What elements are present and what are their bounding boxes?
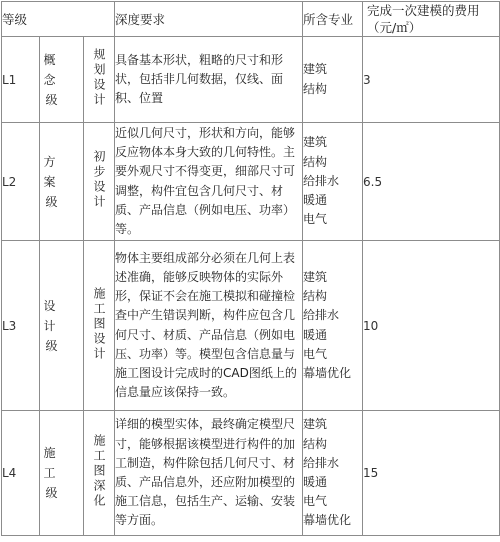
design-stage [84,123,115,241]
major-item: 暖通 [303,193,328,208]
depth-requirement: 近似几何尺寸，形状和方向，能够反应物体本身大致的几何特性。主要外观尺寸不得变更，细部尺寸可调整，构件宜包含几何尺寸、材质、产品信息（例如电压、功率）等。 [115,123,303,241]
major-item: 结构 [303,81,328,96]
design-stage-text: 初步设计 [92,150,106,210]
category-word: 设计 [43,298,65,333]
modeling-cost: 10 [363,241,500,411]
major-item: 电气 [303,346,328,361]
header-major: 所含专业 [303,2,363,37]
level-category [40,411,84,536]
level-code: L1 [2,37,40,123]
lod-table [1,1,500,536]
major-list [303,241,363,411]
depth-requirement: 物体主要组成部分必须在几何上表述准确，能够反映物体的实际外形，保证不会在施工模拟和碰撞检查中产生错误判断，构件应包含几何尺寸、材质、产品信息（例如电压、功率）等。模型包含信息量与施工图设计完成时的CAD图纸上的信息量应该保持一致。 [115,241,303,411]
table-row [2,241,500,411]
modeling-cost: 6.5 [363,123,500,241]
major-item: 电气 [303,212,328,227]
major-item: 建筑 [303,269,328,284]
category-word: 方案 [43,154,65,189]
major-item: 暖通 [303,327,328,342]
major-list [303,123,363,241]
major-item: 建筑 [303,417,328,432]
major-item: 建筑 [303,62,328,77]
major-item: 结构 [303,154,328,169]
major-list [303,411,363,536]
major-item: 给排水 [303,308,340,323]
major-item: 结构 [303,436,328,451]
table-row [2,411,500,536]
category-suffix: 级 [45,194,58,209]
modeling-cost: 15 [363,411,500,536]
level-code: L2 [2,123,40,241]
category-suffix: 级 [45,338,58,353]
category-suffix: 级 [45,486,58,500]
major-item: 电气 [303,494,328,509]
header-row [2,2,500,37]
major-item: 暖通 [303,475,328,489]
category-word: 概念 [43,52,65,87]
header-requirement: 深度要求 [115,2,303,37]
major-item: 给排水 [303,455,340,470]
depth-requirement: 详细的模型实体，最终确定模型尺寸，能够根据该模型进行构件的加工制造，构件除包括几何尺寸、材质、产品信息外，还应附加模型的施工信息，包括生产、运输、安装等方面。 [115,411,303,536]
major-item: 建筑 [303,135,328,150]
design-stage-text: 施工图设计 [92,286,106,362]
table-row [2,123,500,241]
design-stage [84,241,115,411]
design-stage [84,37,115,123]
category-word: 施工 [43,446,65,480]
design-stage-text: 施工图深化 [92,434,106,509]
design-stage-text: 规划设计 [92,48,106,108]
category-suffix: 级 [45,92,58,107]
level-code: L3 [2,241,40,411]
major-item: 幕墙优化 [303,513,352,528]
header-level: 等级 [2,2,115,37]
design-stage [84,411,115,536]
modeling-cost: 3 [363,37,500,123]
header-cost: 完成一次建模的费用（元/㎡） [363,2,500,37]
major-item: 给排水 [303,173,340,188]
major-item: 结构 [303,289,328,304]
table-row [2,37,500,123]
level-category [40,241,84,411]
level-code: L4 [2,411,40,536]
level-category [40,37,84,123]
depth-requirement: 具备基本形状，粗略的尺寸和形状，包括非几何数据，仅线、面积、位置 [115,37,303,123]
major-item: 幕墙优化 [303,365,352,380]
level-category [40,123,84,241]
major-list [303,37,363,123]
